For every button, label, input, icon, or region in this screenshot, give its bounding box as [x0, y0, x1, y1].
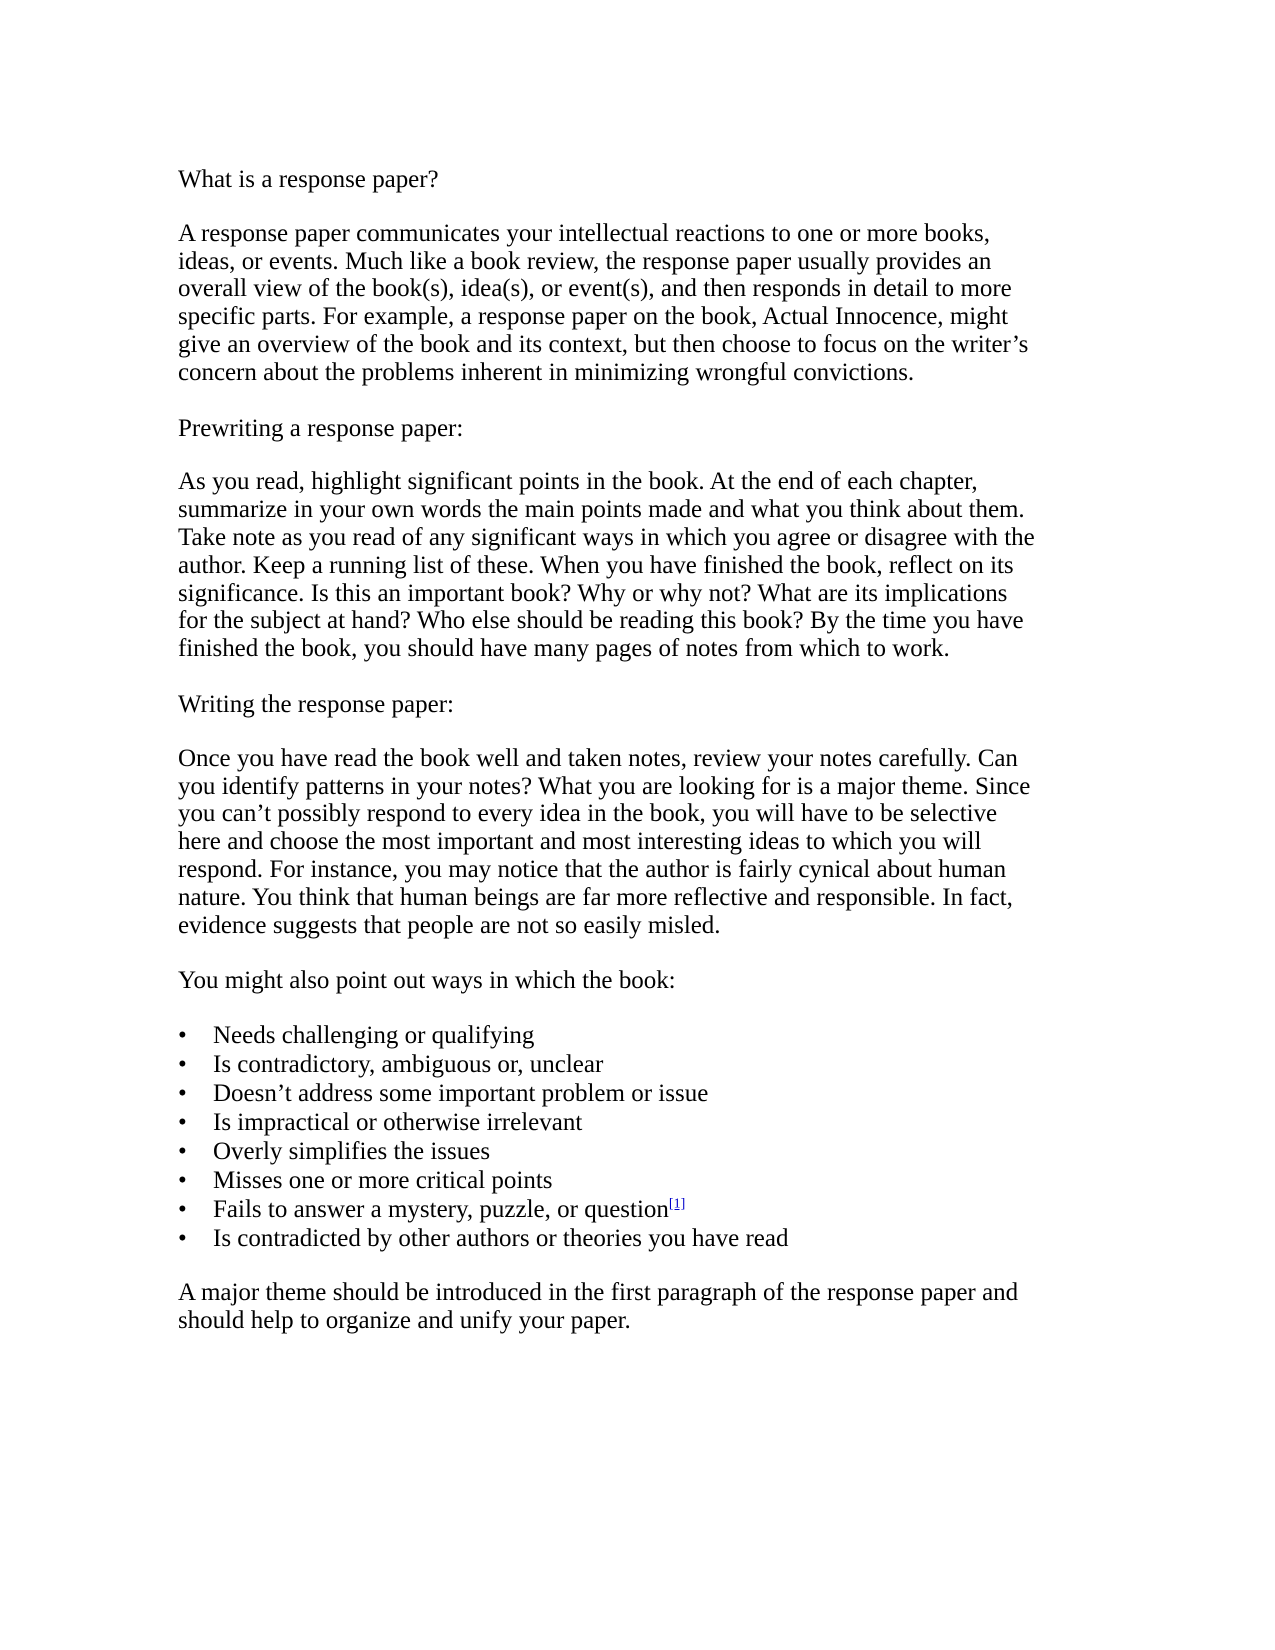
list-item	[178, 1050, 1036, 1079]
list-item-label: Is contradicted by other authors or theories you have read	[213, 1225, 789, 1253]
list-item	[178, 1079, 1036, 1108]
heading-prewriting: Prewriting a response paper:	[178, 414, 464, 442]
list-item-label: Doesn’t address some important problem or issue	[213, 1080, 709, 1108]
list-item-label: Misses one or more critical points	[213, 1167, 553, 1195]
bullet-icon: •	[178, 1196, 187, 1224]
list-item-label: Overly simplifies the issues	[213, 1138, 491, 1166]
document-body	[178, 132, 1036, 1361]
list-item	[178, 1195, 1036, 1224]
list-item	[178, 1224, 1036, 1253]
paragraph-writing: Once you have read the book well and taken notes, review your notes carefully. Can you identify patterns in your notes? What you are looking for is a major theme. Since you can’t possibly respond to every idea in the book, you will have to be selective here and choose the most important and most interesting ideas to which you will respond. For instance, you may notice that the author is fairly cynical about human nature. You think that human beings are far more reflective and responsible. In fact, evidence suggests that people are not so easily misled.	[178, 744, 1031, 939]
bullet-icon: •	[178, 1138, 187, 1166]
bullet-icon: •	[178, 1167, 187, 1195]
bullet-icon: •	[178, 1080, 187, 1108]
list-item	[178, 1021, 1036, 1050]
list-item-label: Is contradictory, ambiguous or, unclear	[213, 1051, 604, 1079]
paragraph-definition: A response paper communicates your intellectual reactions to one or more books, ideas, or events. Much like a book review, the response paper usually provides an overall view of the book(s), idea(s), or event(s), and then responds in detail to more specific parts. For example, a response paper on the book, Actual Innocence, might give an overview of the book and its context, but then choose to focus on the writer’s concern about the problems inherent in minimizing wrongful convictions.	[178, 219, 1029, 386]
list-item	[178, 1166, 1036, 1195]
list-item-label: Needs challenging or qualifying	[213, 1022, 535, 1050]
paragraph-major-theme: A major theme should be introduced in the first paragraph of the response paper and should help to organize and unify your paper.	[178, 1279, 1019, 1334]
list-item-label: Is impractical or otherwise irrelevant	[213, 1109, 583, 1137]
list-item-label: Fails to answer a mystery, puzzle, or question	[213, 1196, 669, 1224]
bullet-icon: •	[178, 1022, 187, 1050]
list-item	[178, 1137, 1036, 1166]
paragraph-prewriting: As you read, highlight significant points in the book. At the end of each chapter, summarize in your own words the main points made and what you think about them. Take note as you read of any significant ways in which you agree or disagree with the author. Keep a running list of these. When you have finished the book, reflect on its significance. Is this an important book? Why or why not? What are its implications for the subject at hand? Who else should be reading this book? By the time you have finished the book, you should have many pages of notes from which to work.	[178, 468, 1035, 663]
heading-writing: Writing the response paper:	[178, 690, 454, 718]
list-item	[178, 1108, 1036, 1137]
critique-bullet-list	[178, 1021, 1036, 1253]
bullet-icon: •	[178, 1051, 187, 1079]
footnote-link[interactable]: [1]	[668, 1196, 686, 1212]
bullet-list-intro: You might also point out ways in which the book:	[178, 967, 676, 995]
bullet-icon: •	[178, 1109, 187, 1137]
intro-question: What is a response paper?	[178, 166, 439, 193]
bullet-icon: •	[178, 1225, 187, 1253]
